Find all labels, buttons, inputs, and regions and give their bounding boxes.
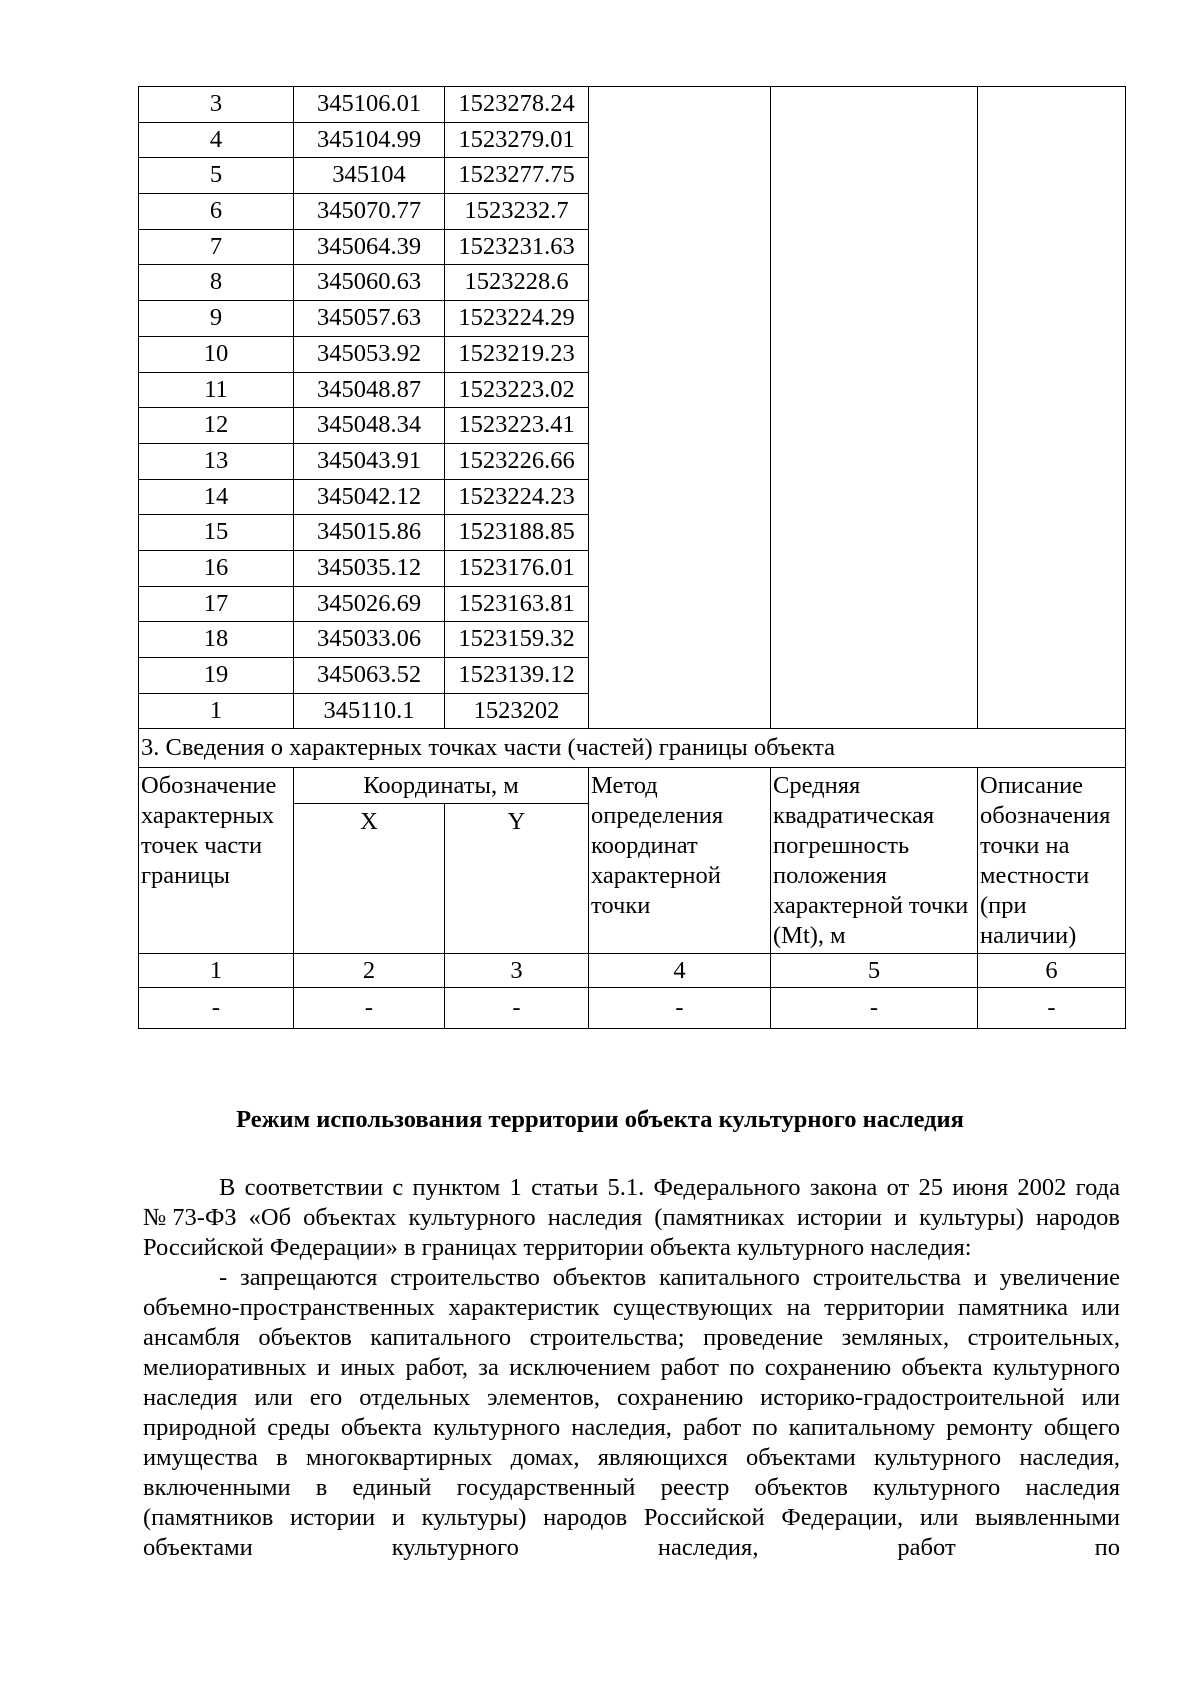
header-y: Y	[445, 804, 589, 954]
point-number-cell: 13	[139, 443, 294, 479]
point-number-cell: 18	[139, 622, 294, 658]
error-cell	[771, 87, 978, 729]
x-coordinate-cell: 345048.34	[294, 408, 445, 444]
point-number-cell: 19	[139, 658, 294, 694]
y-coordinate-cell: 1523279.01	[445, 122, 589, 158]
y-coordinate-cell: 1523228.6	[445, 265, 589, 301]
y-coordinate-cell: 1523277.75	[445, 158, 589, 194]
y-coordinate-cell: 1523232.7	[445, 194, 589, 230]
body-text	[143, 1173, 1120, 1563]
header-designation: Обозначение характерных точек части границы	[139, 768, 294, 954]
header-row	[139, 768, 1126, 804]
point-number-cell: 12	[139, 408, 294, 444]
section-title: Режим использования территории объекта культурного наследия	[236, 1106, 964, 1133]
x-coordinate-cell: 345104	[294, 158, 445, 194]
column-number: 4	[589, 954, 771, 988]
x-coordinate-cell: 345057.63	[294, 301, 445, 337]
x-coordinate-cell: 345035.12	[294, 550, 445, 586]
point-number-cell: 1	[139, 693, 294, 729]
paragraph-intro: В соответствии с пунктом 1 статьи 5.1. Федерального закона от 25 июня 2002 года №73-ФЗ «Об объектах культурного наследия (памятниках истории и культуры) народов Российской Федерации» в границах территории объекта культурного наследия:	[143, 1174, 1120, 1261]
table-row	[139, 87, 1126, 123]
x-coordinate-cell: 345015.86	[294, 515, 445, 551]
column-number: 2	[294, 954, 445, 988]
x-coordinate-cell: 345064.39	[294, 229, 445, 265]
section3-row	[139, 729, 1126, 768]
empty-cell: -	[139, 988, 294, 1029]
y-coordinate-cell: 1523278.24	[445, 87, 589, 123]
point-number-cell: 6	[139, 194, 294, 230]
header-error: Средняя квадратическая погрешность положения характерной точки (Mt), м	[771, 768, 978, 954]
header-description: Описание обозначения точки на местности (при наличии)	[978, 768, 1126, 954]
point-number-cell: 3	[139, 87, 294, 123]
point-number-cell: 5	[139, 158, 294, 194]
x-coordinate-cell: 345070.77	[294, 194, 445, 230]
x-coordinate-cell: 345060.63	[294, 265, 445, 301]
point-number-cell: 4	[139, 122, 294, 158]
y-coordinate-cell: 1523188.85	[445, 515, 589, 551]
y-coordinate-cell: 1523163.81	[445, 586, 589, 622]
column-number: 5	[771, 954, 978, 988]
y-coordinate-cell: 1523224.29	[445, 301, 589, 337]
y-coordinate-cell: 1523139.12	[445, 658, 589, 694]
y-coordinate-cell: 1523231.63	[445, 229, 589, 265]
x-coordinate-cell: 345053.92	[294, 336, 445, 372]
y-coordinate-cell: 1523224.23	[445, 479, 589, 515]
point-number-cell: 8	[139, 265, 294, 301]
header-x: X	[294, 804, 445, 954]
point-number-cell: 11	[139, 372, 294, 408]
x-coordinate-cell: 345104.99	[294, 122, 445, 158]
empty-cell: -	[771, 988, 978, 1029]
y-coordinate-cell: 1523202	[445, 693, 589, 729]
empty-cell: -	[589, 988, 771, 1029]
coordinates-rows	[139, 87, 1126, 729]
x-coordinate-cell: 345043.91	[294, 443, 445, 479]
point-number-cell: 16	[139, 550, 294, 586]
column-numbers-row	[139, 954, 1126, 988]
y-coordinate-cell: 1523159.32	[445, 622, 589, 658]
description-cell	[978, 87, 1126, 729]
point-number-cell: 14	[139, 479, 294, 515]
x-coordinate-cell: 345033.06	[294, 622, 445, 658]
y-coordinate-cell: 1523219.23	[445, 336, 589, 372]
column-number: 3	[445, 954, 589, 988]
x-coordinate-cell: 345110.1	[294, 693, 445, 729]
section3-title: 3. Сведения о характерных точках части (частей) границы объекта	[139, 729, 1126, 768]
point-number-cell: 9	[139, 301, 294, 337]
header-method: Метод определения координат характерной точки	[589, 768, 771, 954]
empty-data-row	[139, 988, 1126, 1029]
coordinates-table	[138, 86, 1126, 1029]
x-coordinate-cell: 345026.69	[294, 586, 445, 622]
y-coordinate-cell: 1523223.41	[445, 408, 589, 444]
x-coordinate-cell: 345048.87	[294, 372, 445, 408]
header-coords: Координаты, м	[294, 768, 589, 804]
y-coordinate-cell: 1523226.66	[445, 443, 589, 479]
empty-cell: -	[978, 988, 1126, 1029]
empty-cell: -	[445, 988, 589, 1029]
x-coordinate-cell: 345063.52	[294, 658, 445, 694]
y-coordinate-cell: 1523223.02	[445, 372, 589, 408]
empty-cell: -	[294, 988, 445, 1029]
method-cell	[589, 87, 771, 729]
point-number-cell: 17	[139, 586, 294, 622]
point-number-cell: 15	[139, 515, 294, 551]
x-coordinate-cell: 345106.01	[294, 87, 445, 123]
point-number-cell: 10	[139, 336, 294, 372]
point-number-cell: 7	[139, 229, 294, 265]
column-number: 1	[139, 954, 294, 988]
x-coordinate-cell: 345042.12	[294, 479, 445, 515]
paragraph-prohibitions: - запрещаются строительство объектов капитального строительства и увеличение объемно-пространственных характеристик существующих на территории памятника или ансамбля объектов капитального строительства; проведение земляных, строительных, мелиоративных и иных работ, за исключением работ по сохранению объекта культурного наследия или его отдельных элементов, сохранению историко-градостроительной или природной среды объекта культурного наследия, работ по капитальному ремонту общего имущества в многоквартирных домах, являющихся объектами культурного наследия, включенными в единый государственный реестр объектов культурного наследия (памятников истории и культуры) народов Российской Федерации, или выявленными объектами культурного наследия, работ по	[143, 1264, 1120, 1561]
y-coordinate-cell: 1523176.01	[445, 550, 589, 586]
column-number: 6	[978, 954, 1126, 988]
